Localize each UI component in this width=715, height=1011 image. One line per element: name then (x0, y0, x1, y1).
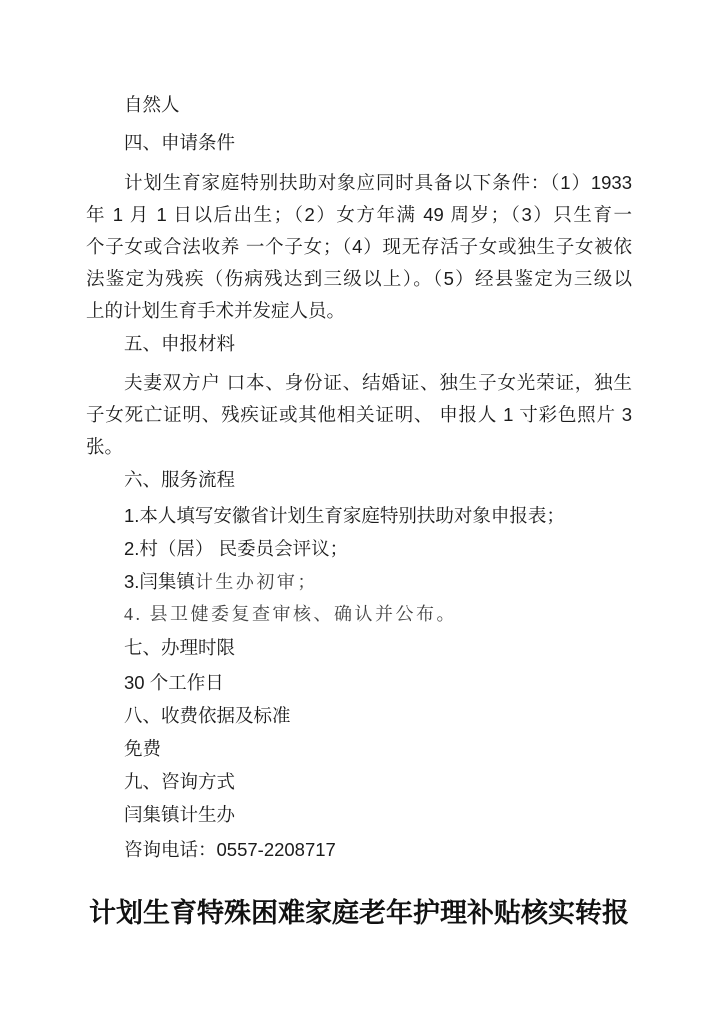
section-heading-4: 四、申请条件 (124, 132, 236, 153)
fee-value: 免费 (124, 738, 162, 759)
next-document-title: 计划生育特殊困难家庭老年护理补贴核实转报 (89, 898, 629, 928)
step-3-serif-text: 计生办初审； (194, 572, 318, 592)
section-heading-5: 五、申报材料 (124, 333, 236, 354)
section-heading-9: 九、咨询方式 (124, 771, 236, 792)
list-item-step-4: 4. 县卫健委复查审核、确认并公布。 (124, 604, 457, 624)
paragraph-materials (86, 367, 632, 463)
section-heading-7: 七、办理时限 (124, 637, 236, 658)
paragraph-line-natural-person: 自然人 (124, 94, 180, 115)
section-heading-8: 八、收费依据及标准 (124, 705, 291, 726)
paragraph-line: 计划生育家庭特别扶助对象应同时具备以下条件：（1）1933 (124, 172, 632, 193)
paragraph-conditions (86, 167, 632, 327)
list-item-step-1: 1.本人填写安徽省计划生育家庭特别扶助对象申报表； (124, 505, 565, 526)
paragraph-line: 上的计划生育手术并发症人员。 (86, 300, 346, 321)
processing-time-value: 30 个工作日 (124, 672, 224, 693)
paragraph-line: 个子女或合法收养 一个子女；（4）现无存活子女或独生子女被依 (86, 236, 632, 257)
list-item-step-3 (86, 565, 632, 598)
paragraph-line: 年 1 月 1 日以后出生；（2）女方年满 49 周岁；（3）只生育一 (86, 204, 632, 225)
step-3-sans-text: 3.闫集镇 (124, 571, 195, 592)
section-heading-6: 六、服务流程 (124, 469, 236, 490)
service-process-list (86, 499, 632, 631)
paragraph-line: 夫妻双方户 口本、身份证、结婚证、独生子女光荣证，独生 (124, 372, 632, 393)
consult-phone: 咨询电话：0557-2208717 (124, 839, 336, 860)
paragraph-line: 张。 (86, 436, 124, 457)
list-item-step-2: 2.村（居） 民委员会评议； (124, 538, 349, 559)
paragraph-line: 子女死亡证明、残疾证或其他相关证明、 申报人 1 寸彩色照片 3 (86, 404, 632, 425)
consult-office: 闫集镇计生办 (124, 804, 236, 825)
paragraph-line: 法鉴定为残疾（伤病残达到三级以上）。（5）经县鉴定为三级以 (86, 268, 632, 289)
